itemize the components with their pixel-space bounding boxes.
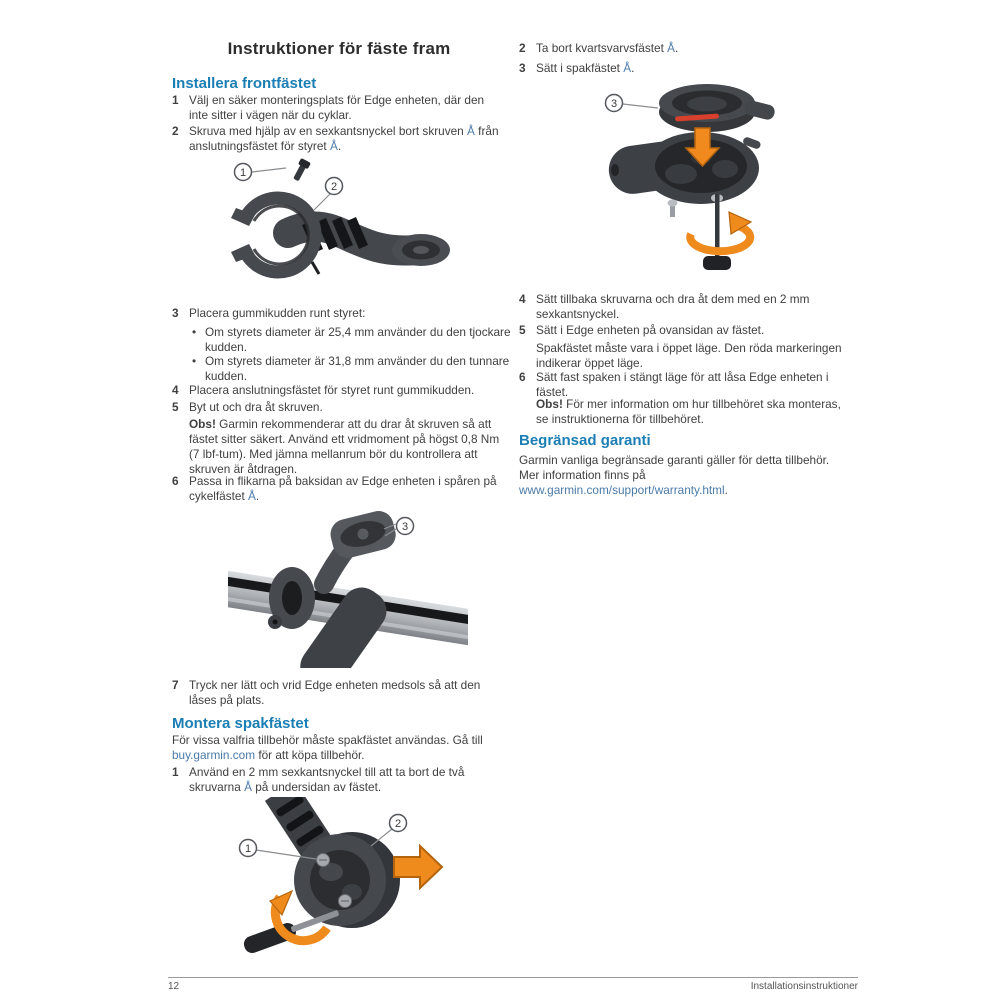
step-item (172, 765, 506, 795)
bullet-icon: • (192, 325, 197, 339)
step-text: Sätt i Edge enheten på ovansidan av fästet. (536, 323, 765, 337)
step-item (519, 61, 851, 76)
note-text: Garmin rekommenderar att du drar åt skruven så att fästet sitter säkert. Använd ett vridmoment på högst 0,8 Nm (7 lbf-tum). Med jämna mellanrum bör du kontrollera att skruven är åtdragen. (189, 417, 500, 476)
callout-number: 2 (330, 181, 338, 193)
screw-icon (291, 158, 311, 183)
step-item (172, 306, 506, 321)
callout-number: 3 (401, 521, 409, 533)
callout-number: 1 (239, 167, 247, 179)
step-number: 3 (519, 61, 526, 75)
callout-ref-marker: Å (667, 41, 675, 55)
hex-key-tool (703, 194, 731, 270)
screw-icon (317, 854, 330, 867)
step-text: Placera anslutningsfästet för styret runt gummikudden. (189, 383, 475, 397)
note-paragraph (189, 417, 506, 477)
section-heading-garanti: Begränsad garanti (519, 432, 651, 449)
callout-ref-marker: Å (467, 124, 475, 138)
step-item (519, 292, 851, 322)
note-label: Obs! (189, 417, 216, 431)
step-text: Tryck ner lätt och vrid Edge enheten medsols så att den låses på plats. (189, 678, 481, 707)
step-text: Sätt fast spaken i stängt läge för att låsa Edge enheten i fästet. (536, 370, 829, 399)
section-heading-install-front: Installera frontfästet (172, 75, 317, 92)
figure-lever-mount-exploded (529, 82, 849, 287)
note-text: För mer information om hur tillbehöret ska monteras, se instruktionerna för tillbehöret. (536, 397, 841, 426)
step-item (172, 678, 506, 708)
step-text: Ta bort kvartsvarvsfästet Å. (536, 41, 679, 55)
step-item (519, 370, 851, 400)
note-label: Obs! (536, 397, 563, 411)
step-text: Sätt tillbaka skruvarna och dra åt dem med en 2 mm sexkantsnyckel. (536, 292, 810, 321)
screw-icon (339, 895, 352, 908)
step-item (519, 41, 851, 56)
footer-label: Installationsinstruktioner (750, 981, 858, 992)
callout-ref-marker: Å (248, 489, 256, 503)
screw-icon (668, 200, 678, 218)
step-number: 7 (172, 678, 179, 692)
step-text: Välj en säker monteringsplats för Edge enheten, där den inte sitter i vägen när du cyklar. (189, 93, 485, 122)
step-item (172, 124, 506, 154)
step-text: Sätt i spakfästet Å. (536, 61, 635, 75)
step-item (519, 323, 851, 338)
section-heading-montera: Montera spakfästet (172, 715, 309, 732)
step-number: 1 (172, 765, 179, 779)
step-number: 2 (172, 124, 179, 138)
callout-number: 1 (244, 843, 252, 855)
step-text: Byt ut och dra åt skruven. (189, 400, 323, 414)
warranty-paragraph: Garmin vanliga begränsade garanti gäller för detta tillbehör. Mer information finns på www.garmin.com/support/warranty.html. (519, 453, 830, 497)
bullet-item (172, 325, 526, 355)
warranty-link[interactable]: www.garmin.com/support/warranty.html (519, 483, 725, 497)
figure-handlebar-mount (228, 158, 473, 292)
step-number: 4 (172, 383, 179, 397)
direction-arrow-icon (394, 846, 442, 888)
step-item (172, 400, 506, 415)
step-number: 5 (519, 323, 526, 337)
step-number: 3 (172, 306, 179, 320)
figure-mount-underside (228, 797, 478, 969)
callout-ref-marker: Å (623, 61, 632, 75)
bullet-text: Om styrets diameter är 25,4 mm använder du den tjockare kudden. (205, 325, 511, 354)
bullet-icon: • (192, 354, 197, 368)
step-number: 4 (519, 292, 526, 306)
step-item (172, 474, 506, 504)
rotate-arrow-icon (690, 212, 751, 251)
step-number: 5 (172, 400, 179, 414)
callout-number: 2 (394, 818, 402, 830)
page-title: Instruktioner för fäste fram (227, 39, 451, 58)
quarter-turn-ring (659, 84, 776, 132)
step-number: 2 (519, 41, 526, 55)
bullet-item (172, 354, 526, 384)
intro-paragraph: För vissa valfria tillbehör måste spakfästet användas. Gå till buy.garmin.com för att köpa tillbehör. (172, 733, 483, 762)
step-item (172, 93, 506, 123)
step-number: 1 (172, 93, 179, 107)
sub-paragraph: Spakfästet måste vara i öppet läge. Den röda markeringen indikerar öppet läge. (536, 341, 842, 370)
step-number: 6 (519, 370, 526, 384)
callout-number: 3 (610, 98, 618, 110)
buy-garmin-link[interactable]: buy.garmin.com (172, 748, 256, 762)
step-text: Skruva med hjälp av en sexkantsnyckel bort skruven Å från anslutningsfästet för styret Å. (189, 124, 499, 153)
figure-mount-on-handlebar (228, 504, 468, 668)
note-paragraph (536, 397, 851, 427)
bullet-text: Om styrets diameter är 31,8 mm använder du den tunnare kudden. (205, 354, 510, 383)
mount-body (606, 132, 762, 204)
step-number: 6 (172, 474, 179, 488)
page-footer (168, 977, 858, 993)
step-text: Använd en 2 mm sexkantsnyckel till att ta bort de två skruvarna Å på undersidan av fästet. (189, 765, 465, 794)
callout-ref-marker: Å (244, 780, 252, 794)
step-item (172, 383, 506, 398)
footer-page-number: 12 (168, 981, 180, 992)
callout-ref-marker: Å (329, 139, 338, 153)
step-text: Placera gummikudden runt styret: (189, 306, 366, 320)
step-text: Passa in flikarna på baksidan av Edge enheten i spåren på cykelfästet Å. (189, 474, 497, 503)
